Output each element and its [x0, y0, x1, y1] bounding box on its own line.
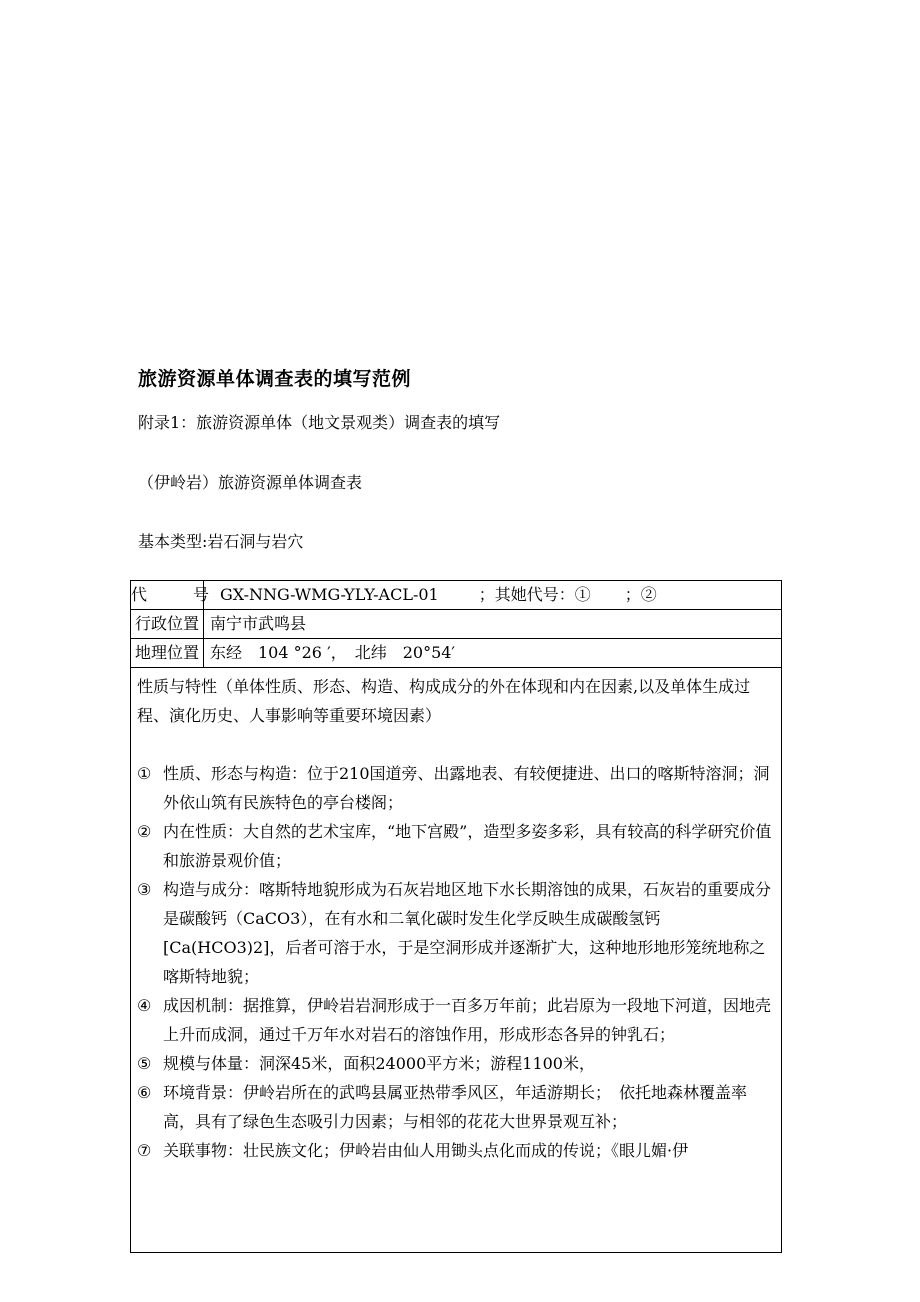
- item-number: ④: [137, 996, 152, 1015]
- admin-value: 南宁市武鸣县: [204, 610, 782, 639]
- list-item: [137, 759, 777, 817]
- code-label-char-1: 代: [131, 585, 148, 604]
- item-number: ⑤: [137, 1054, 152, 1073]
- page-title: 旅游资源单体调查表的填写范例: [138, 368, 412, 390]
- appendix-subtitle: 附录1：旅游资源单体（地文景观类）调查表的填写: [138, 413, 501, 432]
- item-number: ①: [137, 764, 152, 783]
- item-text: 关联事物：壮民族文化；伊岭岩由仙人用锄头点化而成的传说；《眼儿媚·伊: [163, 1141, 689, 1160]
- properties-row: [131, 668, 782, 1253]
- item-text: 规模与体量：洞深45米，面积24000平方米；游程1100米，: [163, 1054, 595, 1073]
- list-item: [137, 1049, 777, 1078]
- table-title: （伊岭岩）旅游资源单体调查表: [138, 473, 363, 492]
- list-item: [137, 875, 777, 991]
- item-text: 性质、形态与构造：位于210国道旁、出露地表、有较便捷进、出口的喀斯特溶洞；洞外依山筑有民族特色的亭台楼阁；: [163, 764, 770, 812]
- list-item: [137, 817, 777, 875]
- item-text: 内在性质：大自然的艺术宝库，“地下宫殿”，造型多姿多彩，具有较高的科学研究价值和旅游景观价值；: [163, 822, 772, 870]
- item-number: ⑦: [137, 1141, 152, 1160]
- list-item: [137, 991, 777, 1049]
- other-code-2: ；②: [624, 585, 657, 604]
- admin-row: [131, 610, 782, 639]
- item-text: 成因机制：据推算，伊岭岩岩洞形成于一百多万年前；此岩原为一段地下河道，因地壳上升而成洞，通过千万年水对岩石的溶蚀作用，形成形态各异的钟乳石；: [163, 996, 772, 1044]
- item-number: ③: [137, 880, 152, 899]
- geo-label: 地理位置: [131, 639, 204, 668]
- admin-label: 行政位置: [131, 610, 204, 639]
- code-row: [131, 581, 782, 610]
- code-label: [131, 581, 210, 610]
- properties-cell: [131, 668, 782, 1253]
- properties-intro: 性质与特性（单体性质、形态、构造、构成成分的外在体现和内在因素,以及单体生成过程、演化历史、人事影响等重要环境因素）: [137, 677, 751, 725]
- survey-form-table: [130, 580, 782, 1253]
- other-code: ；其她代号：①: [478, 585, 591, 604]
- list-item: [137, 1078, 777, 1136]
- item-text: 环境背景：伊岭岩所在的武鸣县属亚热带季风区，年适游期长； 依托地森林覆盖率高，具有了绿色生态吸引力因素；与相邻的花花大世界景观互补；: [163, 1083, 748, 1131]
- basic-type: 基本类型:岩石洞与岩穴: [138, 532, 304, 551]
- code-value: GX-NNG-WMG-YLY-ACL-01: [220, 585, 439, 604]
- geo-row: [131, 639, 782, 668]
- item-number: ⑥: [137, 1083, 152, 1102]
- geo-value: 东经 104 °26 ′， 北纬 20°54′: [204, 639, 782, 668]
- list-item: [137, 1136, 777, 1165]
- code-label-char-2: 号: [193, 585, 210, 604]
- item-text: 构造与成分：喀斯特地貌形成为石灰岩地区地下水长期溶蚀的成果，石灰岩的重要成分是碳酸钙（CaCO3），在有水和二氧化碳时发生化学反映生成碳酸氢钙[Ca(HCO3)2]，后者可溶于水，于是空洞形成并逐渐扩大，这种地形地形笼统地称之喀斯特地貌；: [163, 880, 772, 986]
- item-number: ②: [137, 822, 152, 841]
- code-cell: [204, 581, 782, 610]
